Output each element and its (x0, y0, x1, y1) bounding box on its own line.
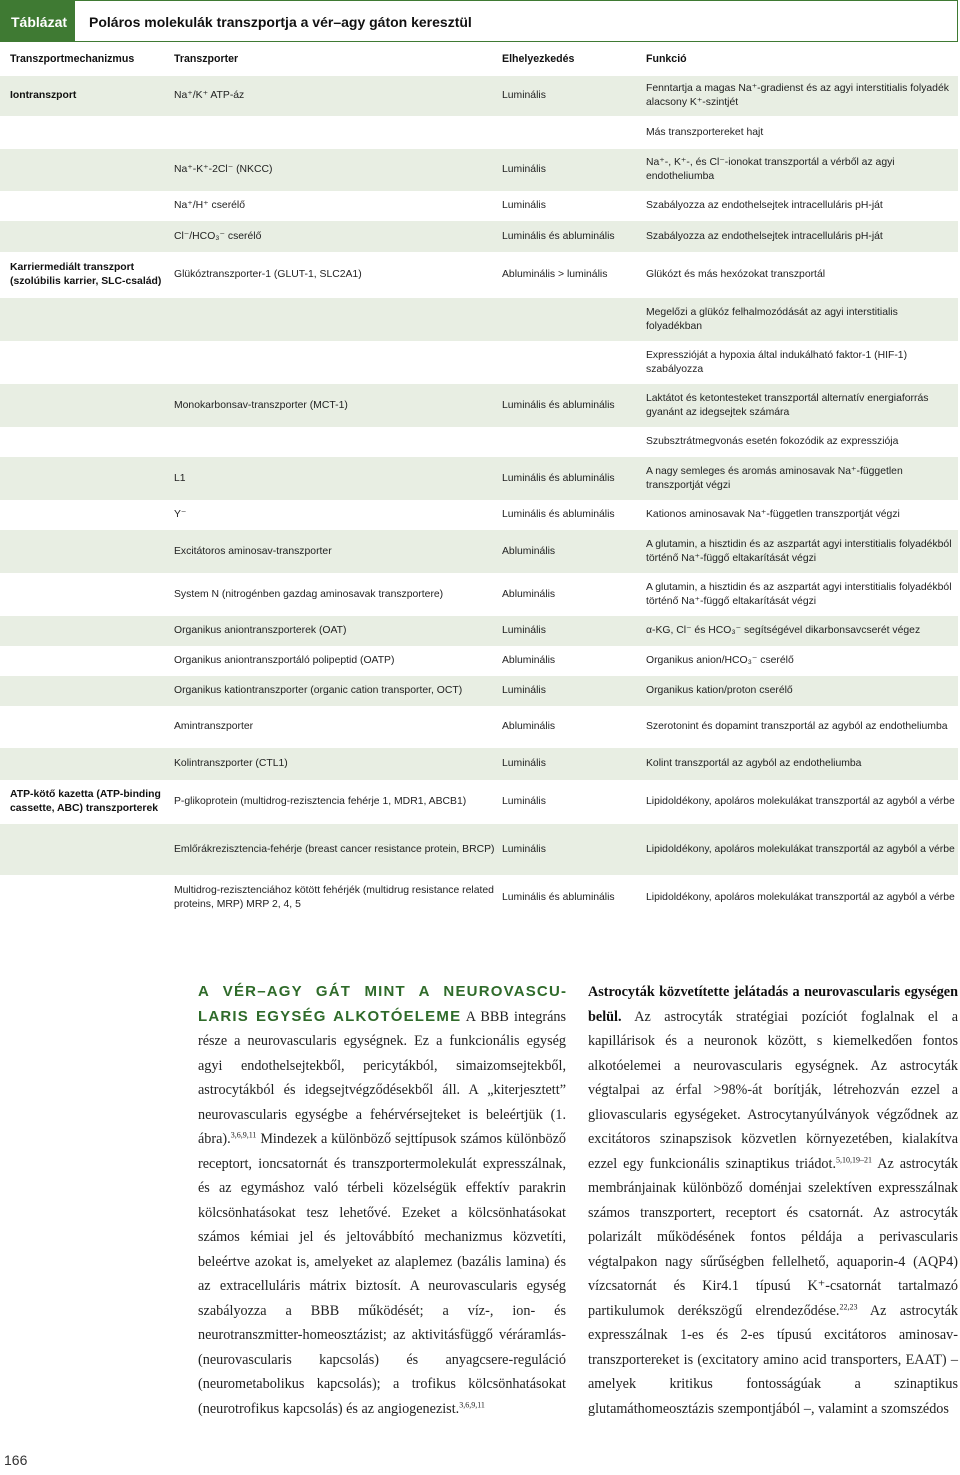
table-cell-mechanism (10, 676, 165, 706)
table-cell-function: Organikus kation/proton cserélő (646, 685, 793, 696)
table-cell-function: Más transzportereket hajt (646, 126, 764, 138)
table-row (0, 573, 958, 616)
column-header: Funkció (646, 53, 687, 65)
table-title: Poláros molekulák transzportja a vér–agy gáton keresztül (89, 14, 472, 30)
table-row (0, 824, 958, 875)
table-cell-location: Abluminális (502, 721, 556, 732)
body-paragraph: Mindezek a különböző sejttípusok számos különböző receptort, ioncsatornát és transzportermolekulát expresszálnak, és az egymáshoz való térbeli közelségük effektív parakrin kölcsönhatásokat tesz lehetővé. Ezeket a kölcsönhatásokat számos kémiai jel és jeltovábbító mechanizmus közvetíti, beleértve azokat is, amelyeket az alaplemez (bazális lamina) és az extracelluláris mátrix biztosít. A neurovascularis egység szabályozza a BBB működését; a víz-, ion- és neurotranszmitter-homeosztázist; az aktivitásfüggő véráramlás- (neurovascularis kapcsolás) és anyagcsere-reguláció (neurometabolikus kapcsolás); a trofikus kölcsönhatásokat (neurotrofikus kapcsolás) és az angiogenezist. (198, 1131, 566, 1417)
table-cell-mechanism (10, 706, 165, 748)
table-cell-mechanism (10, 221, 165, 252)
table-cell-transporter: Y⁻ (174, 509, 187, 520)
table-cell-function: Szubsztrátmegvonás esetén fokozódik az expressziója (646, 436, 899, 447)
table-cell-location: Luminális (502, 164, 546, 175)
table-cell-location (502, 341, 640, 384)
table-cell-location: Abluminális (502, 588, 556, 600)
table-cell-mechanism (10, 573, 165, 616)
table-cell-location: Abluminális (502, 545, 556, 557)
table-cell-mechanism: Karriermediált transzport (szolúbilis karrier, SLC-család) (10, 262, 162, 287)
table-cell-function: Glükózt és más hexózokat transzportál (646, 269, 826, 280)
table-cell-location: Luminális és abluminális (502, 399, 615, 411)
table-cell-function: Megelőzi a glükóz felhalmozódását az agyi interstitialis folyadékban (646, 306, 898, 332)
table-cell-function: A glutamin, a hisztidin és az aszpartát agyi interstitialis folyadékból történő Na⁺-függő eltakarítását végzi (646, 581, 952, 607)
table-cell-location (502, 116, 640, 149)
table-row (0, 616, 958, 646)
table-cell-function: Kolint transzportál az agyból az endotheliumba (646, 758, 862, 769)
table-cell-location: Abluminális (502, 655, 556, 666)
table-cell-function: α-KG, Cl⁻ és HCO₃⁻ segítségével dikarbonsavcserét végez (646, 625, 921, 636)
table-cell-mechanism (10, 824, 165, 875)
table-cell-transporter (174, 341, 496, 384)
table-row (0, 427, 958, 457)
table-cell-mechanism (10, 298, 165, 341)
table-cell-function: Kationos aminosavak Na⁺-független transzportját végzi (646, 509, 900, 520)
table-cell-location: Luminális és abluminális (502, 230, 615, 242)
table-cell-location: Luminális és abluminális (502, 472, 615, 484)
table-row (0, 646, 958, 676)
section-lead-heading: A VÉR–AGY GÁT MINT A NEUROVASCULARIS EGYSÉG ALKOTÓELEME (198, 983, 566, 1025)
table-cell-location: Luminális és abluminális (502, 509, 615, 520)
table-cell-transporter: Na⁺-K⁺-2Cl⁻ (NKCC) (174, 164, 273, 175)
table-cell-location: Luminális (502, 843, 546, 855)
table-header-bar (0, 0, 958, 42)
table-cell-function: Szabályozza az endothelsejtek intracelluláris pH-ját (646, 230, 883, 242)
table-cell-mechanism (10, 427, 165, 457)
table-cell-function: Expresszióját a hypoxia által indukálható faktor-1 (HIF-1) szabályozza (646, 349, 908, 375)
table-cell-mechanism: Iontranszport (10, 90, 77, 101)
table-cell-transporter: Na⁺/K⁺ ATP-áz (174, 90, 245, 101)
table-cell-transporter (174, 427, 496, 457)
table-row (0, 748, 958, 780)
table-cell-function: Szabályozza az endothelsejtek intracelluláris pH-ját (646, 200, 883, 211)
table-cell-transporter: P-glikoprotein (multidrog-rezisztencia fehérje 1, MDR1, ABCB1) (174, 796, 467, 807)
table-cell-location: Luminális (502, 685, 546, 696)
table-cell-mechanism (10, 646, 165, 676)
body-paragraph: Az astrocyták expresszálnak 1-es és 2-es típusú excitátoros aminosav-transzportereket is (excitatory amino acid transporters, EAAT) – amelyek kritikus fontosságúak a szinaptikus glutamáthomeosztázis szempontjából –, valamint a szomszédos (588, 1302, 958, 1417)
table-cell-function: Lipidoldékony, apoláros molekulákat transzportál az agyból a vérbe (646, 891, 955, 903)
table-cell-mechanism (10, 616, 165, 646)
table-cell-location: Abluminális > luminális (502, 269, 608, 280)
table-cell-function: Szerotonint és dopamint transzportál az agyból az endotheliumba (646, 721, 948, 732)
table-cell-transporter: Glükóztranszporter-1 (GLUT-1, SLC2A1) (174, 269, 362, 280)
table-cell-transporter: System N (nitrogénben gazdag aminosavak transzportere) (174, 588, 444, 600)
table-cell-location (502, 298, 640, 341)
table-row (0, 116, 958, 149)
table-cell-transporter: Multidrog-rezisztenciához kötött fehérjék (multidrug resistance related proteins, MRP) MRP 2, 4, 5 (174, 884, 494, 910)
subsection-heading: Astrocyták közvetítette jelátadás a neurovascularis egységen belül. (588, 984, 958, 1025)
body-column-left (198, 980, 566, 1421)
column-header: Transzportmechanizmus (10, 53, 135, 65)
column-header: Elhelyezkedés (502, 53, 575, 65)
table-cell-function: Organikus anion/HCO₃⁻ cserélő (646, 655, 794, 666)
table-cell-transporter: Organikus aniontranszporterek (OAT) (174, 625, 347, 636)
table-row (0, 341, 958, 384)
table-column-headers (0, 42, 958, 76)
table-cell-mechanism (10, 116, 165, 149)
body-paragraph: Az astrocyták membránjainak különböző doménjai szelektíven expresszálnak számos transzportert, receptort és csatornát. Az astrocyták polarizált működésének fontos példája a perivascularis végtalpakon nagy sűrűségben fellelhető, aquaporin-4 (AQP4) vízcsatornát és Kir4.1 típusú K⁺-csatornát tartalmazó partikulumok derékszögű elrendeződése. (588, 1155, 958, 1319)
table-cell-location: Luminális (502, 200, 546, 211)
table-cell-transporter: Organikus kationtranszporter (organic cation transporter, OCT) (174, 685, 463, 696)
table-cell-mechanism: ATP-kötő kazetta (ATP-binding cassette, ABC) transzporterek (10, 789, 161, 814)
table-cell-transporter: Emlőrákrezisztencia-fehérje (breast cancer resistance protein, BRCP) (174, 843, 495, 855)
reference-superscript: 22,23 (839, 1301, 858, 1311)
table-row (0, 76, 958, 116)
table-row (0, 875, 958, 920)
table-cell-mechanism (10, 748, 165, 780)
table-cell-transporter: Na⁺/H⁺ cserélő (174, 200, 246, 211)
table-cell-location: Luminális (502, 796, 546, 807)
column-header: Transzporter (174, 53, 239, 65)
table-row (0, 706, 958, 748)
body-paragraph: A BBB integráns része a neurovascularis egységnek. Ez a funkcionális egység agyi endothelsejtekből, pericytákból, simaizomsejtekből, astrocytákból és idegsejtvégződésekből áll. A „kiterjesztett” neurovascularis egységbe a fehérvérsejteket is beleértjük (1. ábra). (198, 1008, 567, 1147)
table-row (0, 298, 958, 341)
table-cell-function: Laktátot és ketontesteket transzportál alternatív energiaforrás gyanánt az idegsejtek számára (646, 392, 929, 418)
reference-superscript: 5,10,19–21 (836, 1154, 873, 1164)
table-cell-location: Luminális (502, 90, 546, 101)
table-cell-mechanism (10, 530, 165, 573)
table-cell-location: Luminális (502, 625, 546, 636)
table-cell-location (502, 427, 640, 457)
table-cell-transporter: Amintranszporter (174, 721, 254, 732)
body-paragraph: Az astrocyták stratégiai pozíciót foglalnak el a kapillárisok és a neuronok között, s kiemelkedően fontos alkotóelemei a neurovascularis egységnek. Az astrocyták végtalpai az érfal >98%-át borítják, létrehozván ezzel a gliovascularis egységeket. Astrocytanyúlványok végződnek az excitátoros szinapszisok közvetlen környezetében, kialakítva ezzel egy funkcionális szinaptikus triádot. (588, 1008, 958, 1172)
table-row (0, 191, 958, 221)
table-cell-function: Lipidoldékony, apoláros molekulákat transzportál az agyból a vérbe (646, 843, 955, 855)
table-cell-mechanism (10, 341, 165, 384)
reference-superscript: 3,6,9,11 (459, 1399, 485, 1409)
table-row (0, 149, 958, 191)
table-cell-transporter: Cl⁻/HCO₃⁻ cserélő (174, 230, 262, 242)
table-cell-function: Lipidoldékony, apoláros molekulákat transzportál az agyból a vérbe (646, 796, 955, 807)
table-cell-transporter: L1 (174, 472, 186, 484)
table-cell-transporter (174, 116, 496, 149)
table-cell-mechanism (10, 149, 165, 191)
table-row (0, 676, 958, 706)
table-row (0, 500, 958, 530)
table-cell-mechanism (10, 384, 165, 427)
table-cell-transporter: Excitátoros aminosav-transzporter (174, 545, 332, 557)
table-cell-transporter: Organikus aniontranszportáló polipeptid (OATP) (174, 655, 395, 666)
table-cell-transporter (174, 298, 496, 341)
table-cell-function: Fenntartja a magas Na⁺-gradienst és az agyi interstitialis folyadék alacsony K⁺-szintjét (646, 83, 949, 108)
table-cell-transporter: Monokarbonsav-transzporter (MCT-1) (174, 399, 348, 411)
body-column-right (588, 980, 958, 1421)
table-cell-function: A nagy semleges és aromás aminosavak Na⁺-független transzportját végzi (646, 465, 903, 491)
table-cell-transporter: Kolintranszporter (CTL1) (174, 758, 288, 769)
table-cell-location: Luminális és abluminális (502, 891, 615, 903)
table-row (0, 252, 958, 298)
table-cell-location: Luminális (502, 758, 546, 769)
table-row (0, 384, 958, 427)
table-row (0, 457, 958, 500)
table-cell-mechanism (10, 875, 165, 920)
table-tag: Táblázat (1, 1, 75, 43)
table-cell-function: Na⁺-, K⁺-, és Cl⁻-ionokat transzportál a vérből az agyi endotheliumba (646, 157, 895, 182)
page-number: 166 (4, 1452, 28, 1468)
table-row (0, 530, 958, 573)
reference-superscript: 3,6,9,11 (230, 1130, 257, 1140)
table-row (0, 221, 958, 252)
table-cell-mechanism (10, 500, 165, 530)
table-cell-mechanism (10, 191, 165, 221)
table-row (0, 780, 958, 824)
table-cell-mechanism (10, 457, 165, 500)
table-cell-function: A glutamin, a hisztidin és az aszpartát agyi interstitialis folyadékból történő Na⁺-függő eltakarítását végzi (646, 538, 952, 564)
